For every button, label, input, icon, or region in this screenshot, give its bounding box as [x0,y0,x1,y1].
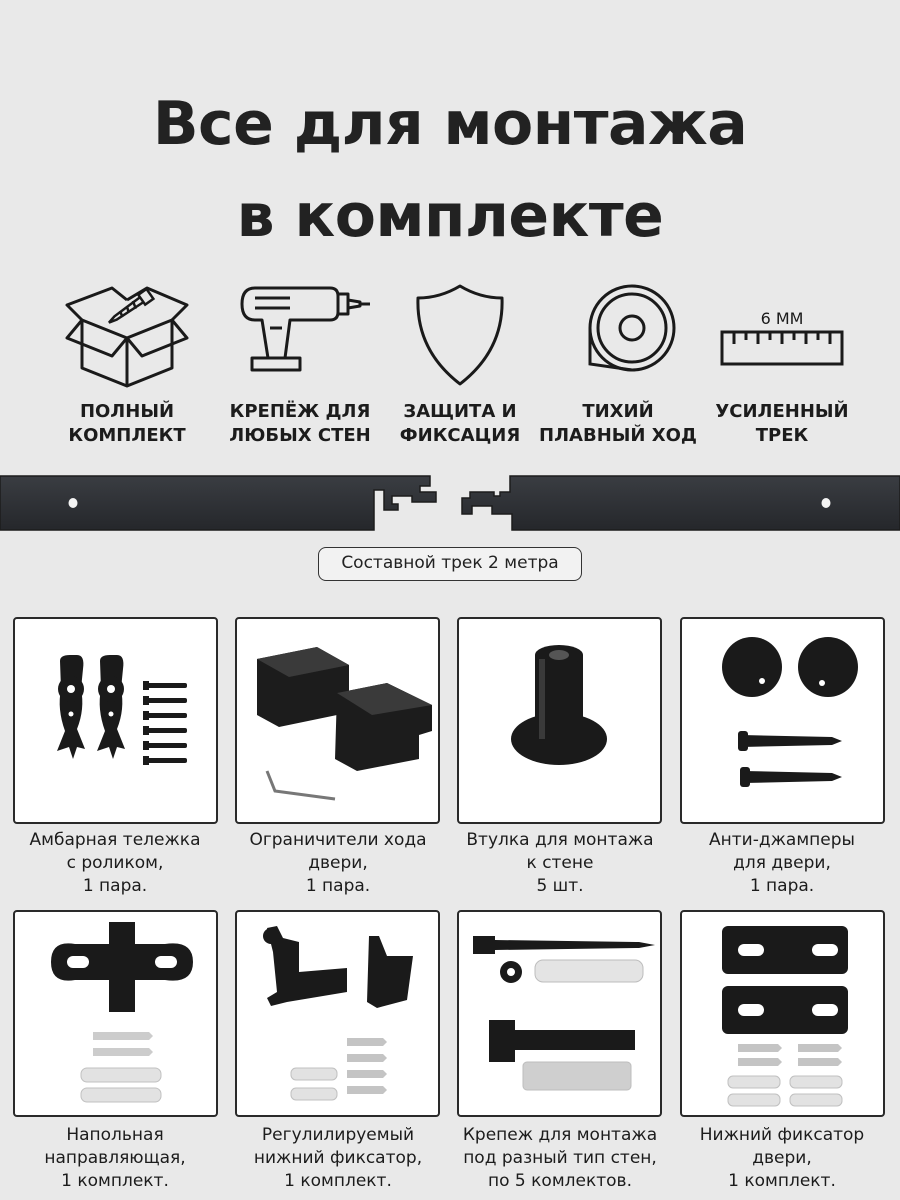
roller-icon [548,280,688,390]
item-card-door-stops [235,617,440,824]
feature-label: КРЕПЁЖ ДЛЯ ЛЮБЫХ СТЕН [229,401,371,446]
barn-trolley-image [15,619,218,824]
feature-label: ПОЛНЫЙ КОМПЛЕКТ [68,401,186,446]
item-caption: Амбарная тележка с роликом, 1 пара. [29,830,201,896]
item-card-wall-bushing [457,617,662,824]
page-title [0,78,900,262]
item-card-anti-jumpers [680,617,885,824]
item-caption: Крепеж для монтажа под разный тип стен, по 5 комлектов. [462,1125,658,1191]
ruler-icon [712,280,852,390]
wall-bushing-image [459,619,662,824]
track-label: Составной трек 2 метра [318,547,582,581]
anti-jumpers-image [682,619,885,824]
item-card-bottom-lock [680,910,885,1117]
item-caption: Регулилируемый нижний фиксатор, 1 комплект. [253,1125,423,1191]
drill-icon [230,280,370,390]
feature-silent [533,280,703,448]
feature-fasteners [215,280,385,448]
shield-icon [390,280,530,390]
title-line-2: в комплекте [236,181,664,251]
title-line-1: Все для монтажа [152,89,748,159]
feature-full-kit [42,280,212,448]
composite-track [0,470,900,538]
feature-track [697,280,867,448]
floor-guide-image [15,912,218,1117]
feature-label: ТИХИЙ ПЛАВНЫЙ ХОД [539,401,697,446]
wall-fasteners-image [459,912,662,1117]
door-stops-image [237,619,440,824]
item-caption: Нижний фиксатор двери, 1 комплект. [699,1125,865,1191]
box-with-screw-icon [62,280,192,390]
adjustable-lock-image [237,912,440,1117]
feature-protection [375,280,545,448]
item-card-wall-fasteners [457,910,662,1117]
feature-label: ЗАЩИТА И ФИКСАЦИЯ [399,401,521,446]
item-card-floor-guide [13,910,218,1117]
bottom-lock-image [682,912,885,1117]
feature-label: УСИЛЕННЫЙ ТРЕК [715,401,849,446]
item-card-barn-trolley [13,617,218,824]
item-card-adjustable-lock [235,910,440,1117]
item-caption: Втулка для монтажа к стене 5 шт. [466,830,654,896]
ruler-text: 6 ММ [760,309,804,328]
item-caption: Напольная направляющая, 1 комплект. [44,1125,186,1191]
item-caption: Ограничители хода двери, 1 пара. [249,830,427,896]
item-caption: Анти-джамперы для двери, 1 пара. [709,830,855,896]
